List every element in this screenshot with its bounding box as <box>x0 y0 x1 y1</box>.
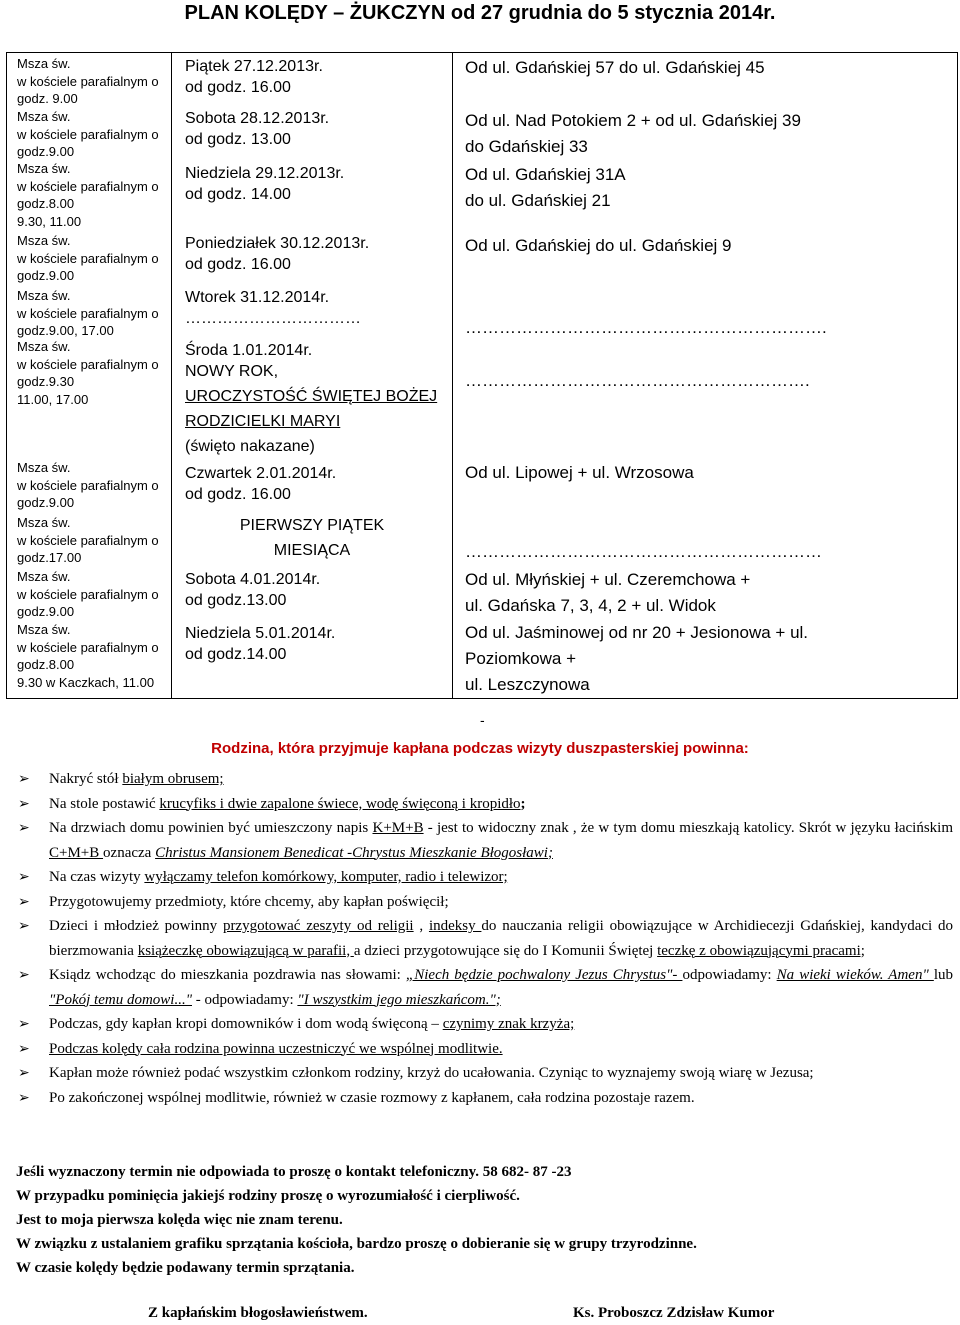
street-entry: Od ul. Nad Potokiem 2 + od ul. Gdańskiej 39 do Gdańskiej 33 <box>465 111 801 156</box>
instruction-text: indeksy <box>428 918 482 934</box>
instruction-text: wyłączamy telefon komórkowy, komputer, radio i telewizor; <box>144 869 508 885</box>
signature-name: Ks. Proboszcz Zdzisław Kumor <box>573 1305 775 1321</box>
mass-entry: Msza św. w kościele parafialnym o godz.9.00 <box>17 460 159 510</box>
mass-entry: Msza św. w kościele parafialnym o godz. 9.00 <box>17 56 159 106</box>
instruction-item <box>18 792 953 817</box>
instruction-item <box>18 963 953 1012</box>
street-entry: Od ul. Gdańskiej 31A do ul. Gdańskiej 21 <box>465 165 626 210</box>
instruction-text: Podczas, gdy kapłan kropi domowników i dom wodą święconą – <box>49 1016 443 1032</box>
arrow-bullet-icon: ➢ <box>18 1040 30 1057</box>
instruction-text: lub <box>933 967 953 983</box>
arrow-bullet-icon: ➢ <box>18 869 30 885</box>
arrow-bullet-icon: ➢ <box>18 1016 30 1032</box>
instruction-text: odpowiadamy: <box>682 967 777 983</box>
instruction-text: książeczkę obowiązującą w parafii, <box>137 942 354 959</box>
mass-entry: Msza św. w kościele parafialnym o godz.9.00, 17.00 <box>17 288 159 338</box>
instruction-text: krucyfiks i dwie zapalone świece, wodę święconą i kropidło <box>159 795 521 812</box>
instruction-item <box>18 1012 953 1037</box>
instruction-text: Ksiądz wchodząc do mieszkania pozdrawia nas słowami: <box>49 967 406 983</box>
street-entry: Od ul. Lipowej + ul. Wrzosowa <box>465 463 694 482</box>
arrow-bullet-icon: ➢ <box>18 967 30 983</box>
arrow-bullet-icon: ➢ <box>18 820 30 836</box>
first-friday-note: PIERWSZY PIĄTEK MIESIĄCA <box>239 517 385 559</box>
day-entry: Sobota 28.12.2013r. od godz. 13.00 <box>185 110 330 148</box>
separator-dash: - <box>480 712 485 728</box>
instruction-text: - odpowiadamy: <box>192 991 298 1008</box>
street-entry: ……………………………………………………. <box>465 371 810 390</box>
day-entry: Niedziela 29.12.2013r. od godz. 14.00 <box>185 165 345 203</box>
instruction-text: do nauczania religii obowiązujące w Archidiecezji Gdańskiej, kandydaci do bierzmowania <box>49 918 953 959</box>
page-title: PLAN KOLĘDY – ŻUKCZYN od 27 grudnia do 5 stycznia 2014r. <box>184 2 776 24</box>
instruction-text: białym obrusem; <box>122 771 224 787</box>
instruction-text: Na stole postawić <box>49 795 160 812</box>
instruction-text: Na wieki wieków. Amen" <box>776 967 934 983</box>
instruction-text: "I wszystkim jego mieszkańcom."; <box>297 991 501 1008</box>
arrow-bullet-icon: ➢ <box>18 1089 30 1106</box>
instruction-text: Po zakończonej wspólnej modlitwie, również w czasie rozmowy z kapłanem, cała rodzina pozostaje razem. <box>49 1089 695 1106</box>
instruction-text: "Pokój temu domowi..." <box>49 991 192 1008</box>
street-entry: Od ul. Gdańskiej 57 do ul. Gdańskiej 45 <box>465 58 765 77</box>
day-entry: Niedziela 5.01.2014r. od godz.14.00 <box>185 625 336 663</box>
note-line: W przypadku pominięcia jakiejś rodziny proszę o wyrozumiałość i cierpliwość. <box>16 1188 520 1204</box>
instruction-text: Na czas wizyty <box>49 869 145 885</box>
street-column <box>453 53 957 698</box>
instruction-text: Nakryć stół <box>49 771 123 787</box>
note-line: W czasie kolędy będzie podawany termin sprzątania. <box>16 1260 355 1276</box>
instruction-item <box>18 890 953 915</box>
note-line: W związku z ustalaniem grafiku sprzątania kościoła, bardzo proszę o dobieranie się w grupy trzyrodzinne. <box>16 1236 697 1252</box>
note-line: Jest to moja pierwsza kolęda więc nie znam terenu. <box>16 1212 343 1228</box>
notes <box>16 1160 697 1280</box>
instruction-item <box>18 1037 953 1062</box>
instruction-item <box>18 1086 953 1111</box>
instruction-text: Christus Mansionem Benedicat -Chrystus Mieszkanie Błogosławi; <box>155 844 553 861</box>
schedule-table <box>6 52 958 699</box>
mass-column <box>7 53 172 698</box>
day-entry: Środa 1.01.2014r. <box>185 342 313 359</box>
mass-entry: Msza św. w kościele parafialnym o godz.9.30 11.00, 17.00 <box>17 339 159 407</box>
day-entry: Piątek 27.12.2013r. od godz. 16.00 <box>185 58 323 96</box>
day-entry: Wtorek 31.12.2014r. …………………………… <box>185 289 361 327</box>
instruction-text: C+M+B <box>49 844 104 861</box>
street-entry: Od ul. Młyńskiej + ul. Czeremchowa + ul. Gdańska 7, 3, 4, 2 + ul. Widok <box>465 570 751 615</box>
instructions-heading: Rodzina, która przyjmuje kapłana podczas wizyty duszpasterskiej powinna: <box>211 740 749 757</box>
instruction-text: - jest to widoczny znak , że w tym domu mieszkają katolicy. Skrót w języku łacińskim <box>423 820 954 836</box>
arrow-bullet-icon: ➢ <box>18 893 30 910</box>
mass-entry: Msza św. w kościele parafialnym o godz.9.00 <box>17 109 159 159</box>
date-column <box>172 53 453 698</box>
mass-entry: Msza św. w kościele parafialnym o godz.9.00 <box>17 569 159 619</box>
instruction-text: K+M+B <box>372 820 424 836</box>
street-entry: Od ul. Gdańskiej do ul. Gdańskiej 9 <box>465 236 732 255</box>
instruction-text: Kapłan może również podać wszystkim członkom rodziny, krzyż do ucałowania. Czyniąc to wyznajemy swoją wiarę w Jezusa; <box>49 1065 814 1081</box>
day-entry: Poniedziałek 30.12.2013r. od godz. 16.00 <box>185 235 370 273</box>
note-line: Jeśli wyznaczony termin nie odpowiada to proszę o kontakt telefoniczny. 58 682- 87 -23 <box>16 1164 572 1180</box>
street-entry: ………………………………………………………. <box>465 318 827 337</box>
instruction-text: teczkę z obowiązującymi pracami; <box>657 942 865 959</box>
mass-entry: Msza św. w kościele parafialnym o godz.9.00 <box>17 233 159 283</box>
new-year-note: NOWY ROK, UROCZYSTOŚĆ ŚWIĘTEJ BOŻEJ RODZICIELKI MARYI (święto nakazane) <box>185 363 438 455</box>
mass-entry: Msza św. w kościele parafialnym o godz.8.00 9.30 w Kaczkach, 11.00 <box>17 622 159 690</box>
instruction-item <box>18 816 953 865</box>
arrow-bullet-icon: ➢ <box>18 918 30 934</box>
instruction-text: przygotować zeszyty od religii <box>222 918 414 934</box>
day-entry: Czwartek 2.01.2014r. od godz. 16.00 <box>185 465 337 503</box>
arrow-bullet-icon: ➢ <box>18 795 30 812</box>
instructions-list <box>18 767 953 1110</box>
mass-entry: Msza św. w kościele parafialnym o godz.8.00 9.30, 11.00 <box>17 161 159 229</box>
instruction-text: Podczas kolędy cała rodzina powinna uczestniczyć we wspólnej modlitwie. <box>49 1040 503 1057</box>
instruction-text: oznacza <box>103 844 156 861</box>
instruction-text: a dzieci przygotowujące się do I Komunii Świętej <box>353 942 658 959</box>
instruction-text: „Niech będzie pochwalony Jezus Chrystus"- <box>405 967 683 983</box>
arrow-bullet-icon: ➢ <box>18 1065 30 1081</box>
instruction-text: Przygotowujemy przedmioty, które chcemy, aby kapłan poświęcił; <box>49 893 449 910</box>
street-entry: Od ul. Jaśminowej od nr 20 + Jesionowa + ul. Poziomkowa + ul. Leszczynowa <box>465 623 809 694</box>
street-entry: ……………………………………………………… <box>465 542 822 561</box>
instruction-text: Dzieci i młodzież powinny <box>49 918 223 934</box>
instruction-item <box>18 767 953 792</box>
arrow-bullet-icon: ➢ <box>18 771 30 787</box>
day-entry: Sobota 4.01.2014r. od godz.13.00 <box>185 571 321 609</box>
signature-greeting: Z kapłańskim błogosławieństwem. <box>148 1305 368 1321</box>
instruction-text: , <box>413 918 429 934</box>
instruction-item <box>18 865 953 890</box>
instruction-text: ; <box>520 795 526 812</box>
mass-entry: Msza św. w kościele parafialnym o godz.17.00 <box>17 515 159 565</box>
instruction-text: Na drzwiach domu powinien być umieszczony napis <box>49 820 373 836</box>
instruction-text: czynimy znak krzyża; <box>442 1016 575 1032</box>
instruction-item <box>18 1061 953 1086</box>
instruction-item <box>18 914 953 963</box>
